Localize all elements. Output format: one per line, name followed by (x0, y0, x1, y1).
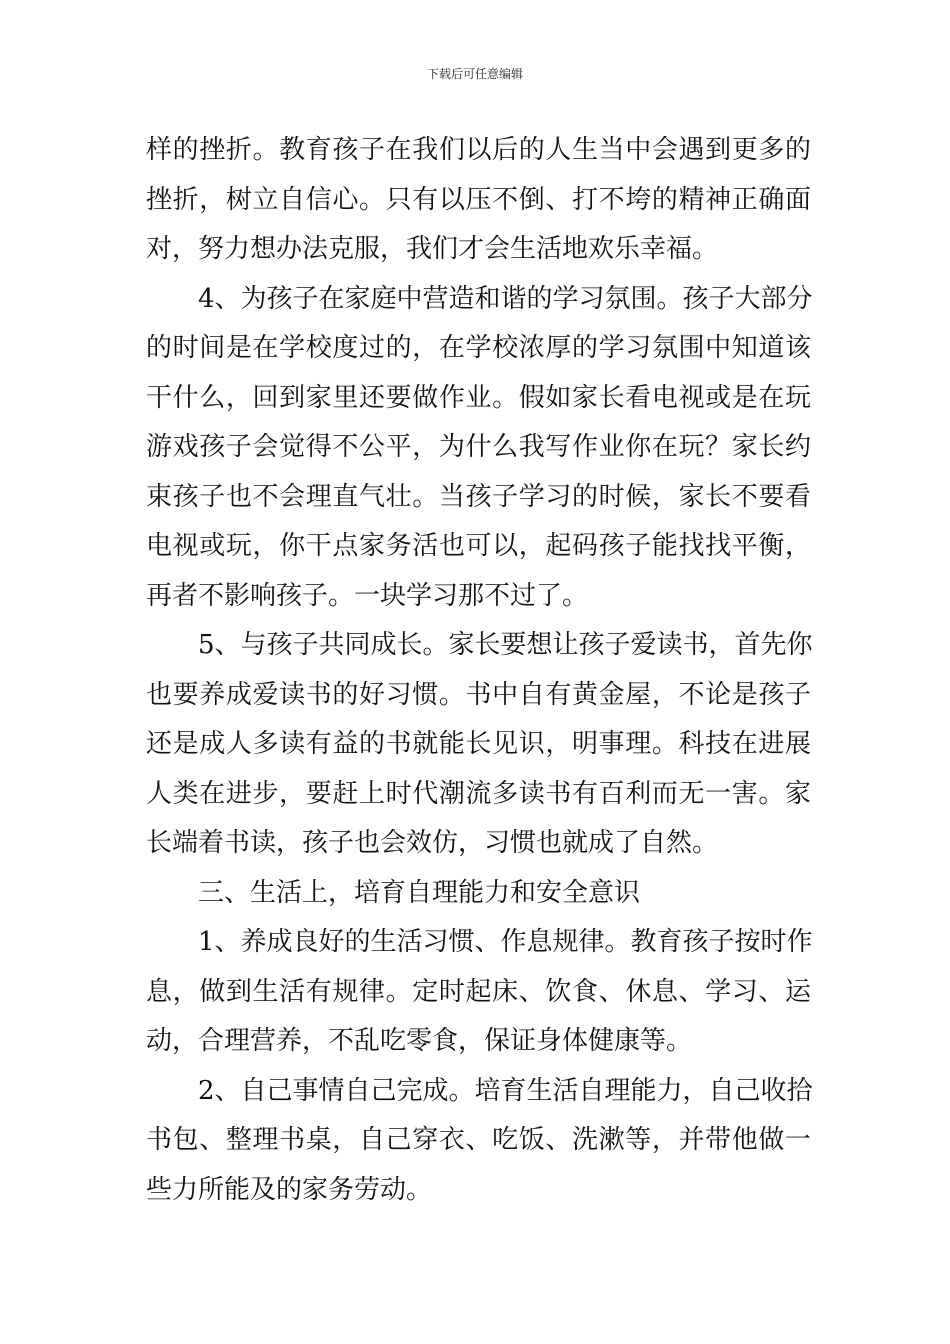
text-line: 长端着书读，孩子也会效仿，习惯也就成了自然。 (146, 828, 719, 858)
text-line: 息，做到生活有规律。定时起床、饮食、休息、学习、运 (146, 976, 811, 1007)
text-line: 5、与孩子共同成长。家长要想让孩子爱读书，首先你 (198, 630, 813, 660)
text-line: 对，努力想办法克服，我们才会生活地欢乐幸福。 (146, 234, 719, 264)
text-line: 些力所能及的家务劳动。 (146, 1174, 433, 1205)
page-header: 下载后可任意编辑 (426, 67, 523, 81)
text-line: 也要养成爱读书的好习惯。书中自有黄金屋，不论是孩子 (146, 679, 811, 710)
text-line: 干什么，回到家里还要做作业。假如家长看电视或是在玩 (146, 382, 811, 413)
text-line: 2、自己事情自己完成。培育生活自理能力，自己收拾 (198, 1075, 813, 1106)
text-line: 还是成人多读有益的书就能长见识，明事理。科技在进展 (146, 729, 811, 759)
text-line: 的时间是在学校度过的，在学校浓厚的学习氛围中知道该 (146, 333, 811, 363)
text-line: 书包、整理书桌，自己穿衣、吃饭、洗漱等，并带他做一 (146, 1125, 811, 1155)
text-line: 人类在进步，要赶上时代潮流多读书有百利而无一害。家 (146, 778, 811, 809)
text-line: 1、养成良好的生活习惯、作息规律。教育孩子按时作 (198, 927, 813, 957)
text-line: 游戏孩子会觉得不公平，为什么我写作业你在玩？家长约 (146, 432, 811, 462)
document-body (146, 126, 811, 1215)
text-line: 电视或玩，你干点家务活也可以，起码孩子能找找平衡， (146, 531, 811, 561)
text-line: 4、为孩子在家庭中营造和谐的学习氛围。孩子大部分 (198, 283, 813, 314)
text-line: 再者不影响孩子。一块学习那不过了。 (146, 580, 589, 611)
text-line: 挫折，树立自信心。只有以压不倒、打不垮的精神正确面 (146, 184, 811, 215)
text-line: 样的挫折。教育孩子在我们以后的人生当中会遇到更多的 (146, 135, 811, 165)
section-heading: 三、生活上，培育自理能力和安全意识 (198, 877, 641, 908)
text-line: 动，合理营养，不乱吃零食，保证身体健康等。 (146, 1026, 693, 1056)
text-line: 束孩子也不会理直气壮。当孩子学习的时候，家长不要看 (146, 481, 811, 512)
